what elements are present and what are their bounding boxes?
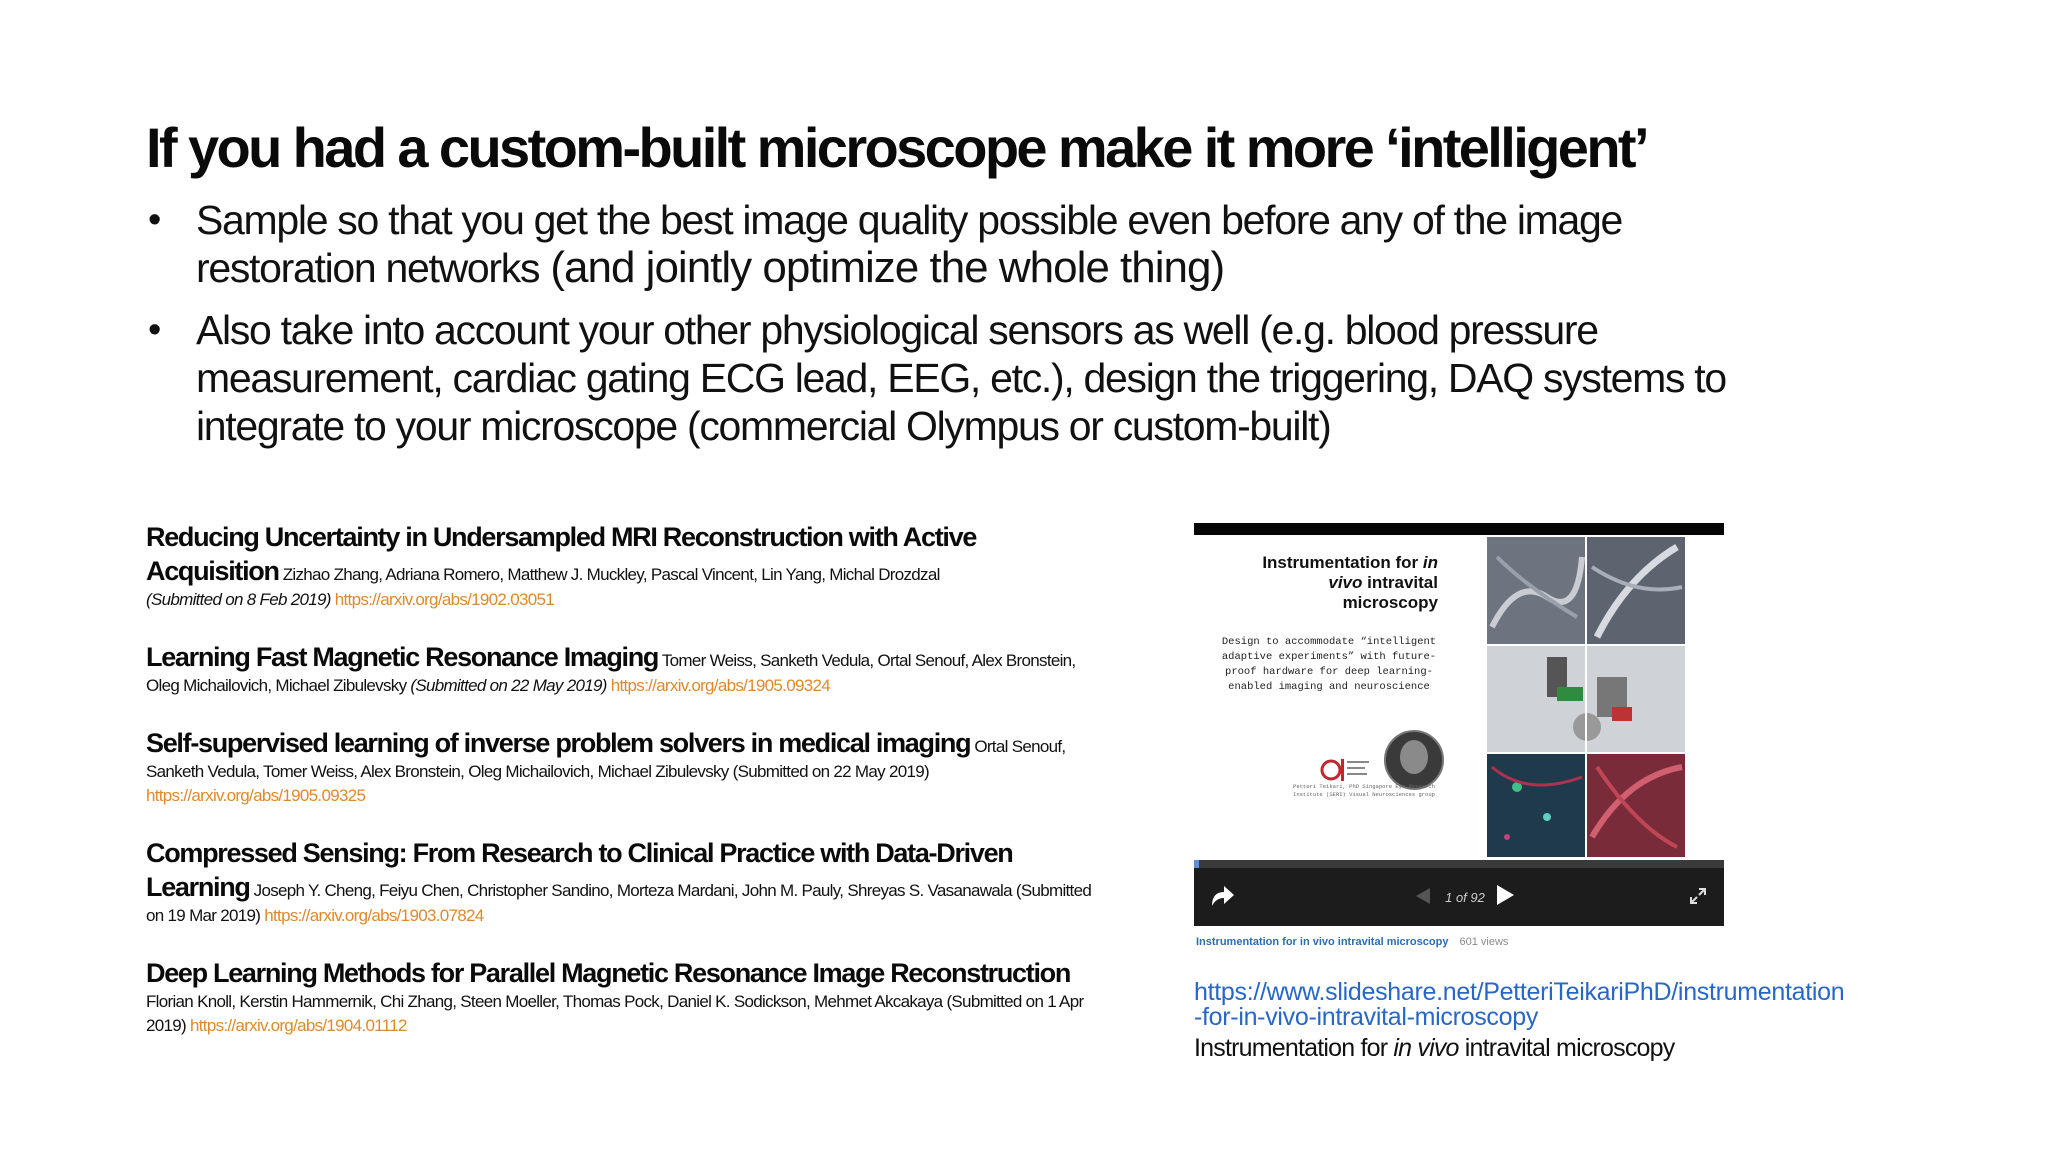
thumbnail-image-collage bbox=[1487, 537, 1685, 857]
thumbnail-author-text: Petteri Teikari, PhD Singapore Eye Research Institute (SERI) Visual Neurosciences group bbox=[1293, 783, 1435, 798]
slide-progress-bar[interactable] bbox=[1194, 860, 1724, 868]
thumbnail-title-em: in vivo bbox=[1328, 553, 1438, 592]
reference-authors: Joseph Y. Cheng, Feiyu Chen, Christopher Sandino, Morteza Mardani, John M. Pauly, Shreyas S. Vasanawala (Submitted on 19 Mar 2019) bbox=[146, 881, 1092, 925]
share-icon[interactable] bbox=[1208, 882, 1236, 908]
reference-item bbox=[146, 640, 1096, 698]
reference-submitted: (Submitted on 22 May 2019) bbox=[410, 676, 607, 695]
embed-top-bar bbox=[1194, 523, 1724, 535]
link-description-pre: Instrumentation for bbox=[1194, 1034, 1394, 1062]
slideshare-embed[interactable] bbox=[1194, 523, 1724, 926]
reference-item bbox=[146, 956, 1096, 1038]
reference-title: Self-supervised learning of inverse problem solvers in medical imaging bbox=[146, 728, 971, 758]
slide-counter: 1 of 92 bbox=[1445, 890, 1485, 905]
reference-title: Reducing Uncertainty in Undersampled MRI Reconstruction with Active Acquisition bbox=[146, 522, 977, 586]
bullet-text: Sample so that you get the best image quality possible even before any of the image restoration networks bbox=[196, 197, 1622, 291]
thumbnail-description: Design to accommodate “intelligent adaptive experiments” with future-proof hardware for deep learning-enabled imaging and neuroscience bbox=[1221, 636, 1437, 693]
reference-authors: Ortal Senouf, Sanketh Vedula, Tomer Weiss, Alex Bronstein, Oleg Michailovich, Michael Zibulevsky (Submitted on 22 May 2019) bbox=[146, 737, 1066, 781]
embed-slide-thumbnail[interactable] bbox=[1194, 535, 1724, 860]
slide-progress-fill bbox=[1194, 860, 1199, 868]
reference-authors: Florian Knoll, Kerstin Hammernik, Chi Zhang, Steen Moeller, Thomas Pock, Daniel K. Sodickson, Mehmet Akcakaya (Submitted on 1 Apr 2019) bbox=[146, 992, 1084, 1035]
next-icon[interactable] bbox=[1494, 883, 1516, 907]
reference-link[interactable]: https://arxiv.org/abs/1905.09324 bbox=[610, 676, 830, 695]
url-line-1: https://www.slideshare.net/PetteriTeikariPhD/instrumentation bbox=[1194, 978, 1845, 1006]
link-description bbox=[1194, 1034, 1674, 1063]
thumbnail-title-post: intravital microscopy bbox=[1342, 573, 1438, 612]
slide-title: If you had a custom-built microscope make it more ‘intelligent’ bbox=[146, 116, 1647, 179]
reference-list bbox=[146, 520, 1096, 1066]
thumbnail-title bbox=[1238, 553, 1438, 613]
url-line-2: -for-in-vivo-intravital-microscopy bbox=[1194, 1003, 1539, 1031]
bullet-list bbox=[146, 196, 1766, 464]
reference-item bbox=[146, 520, 1096, 612]
bullet-dot: • bbox=[148, 309, 161, 351]
reference-link[interactable]: https://arxiv.org/abs/1904.01112 bbox=[190, 1016, 407, 1035]
fullscreen-icon[interactable] bbox=[1688, 886, 1708, 906]
slideshare-url-link[interactable] bbox=[1194, 980, 1914, 1030]
embed-caption bbox=[1196, 936, 1508, 948]
bullet-dot: • bbox=[148, 199, 161, 241]
author-photo bbox=[1384, 730, 1444, 790]
link-description-post: intravital microscopy bbox=[1458, 1034, 1675, 1062]
reference-link[interactable]: https://arxiv.org/abs/1902.03051 bbox=[334, 590, 554, 609]
reference-link[interactable]: https://arxiv.org/abs/1903.07824 bbox=[264, 906, 484, 925]
bullet-text: Also take into account your other physiological sensors as well (e.g. blood pressure measurement, cardiac gating ECG lead, EEG, etc.), design the triggering, DAQ systems to integrate to your microscope (commercial Olympus or custom-built) bbox=[196, 307, 1726, 449]
bullet-text-extra: (and jointly optimize the whole thing) bbox=[539, 243, 1225, 292]
reference-item bbox=[146, 836, 1096, 928]
embed-view-count: 601 views bbox=[1459, 936, 1509, 948]
thumbnail-title-pre: Instrumentation for bbox=[1262, 553, 1423, 572]
prev-icon[interactable] bbox=[1412, 886, 1432, 906]
reference-title: Learning Fast Magnetic Resonance Imaging bbox=[146, 642, 659, 672]
reference-submitted: (Submitted on 8 Feb 2019) bbox=[146, 590, 331, 609]
reference-item bbox=[146, 726, 1096, 808]
embed-caption-title[interactable]: Instrumentation for in vivo intravital microscopy bbox=[1196, 936, 1449, 948]
institute-logo-icon bbox=[1319, 753, 1379, 787]
reference-authors: Zizhao Zhang, Adriana Romero, Matthew J. Muckley, Pascal Vincent, Lin Yang, Michal Drozdzal bbox=[282, 565, 940, 584]
reference-title: Compressed Sensing: From Research to Clinical Practice with Data-Driven Learning bbox=[146, 838, 1013, 902]
embed-control-bar bbox=[1194, 860, 1724, 926]
reference-title: Deep Learning Methods for Parallel Magnetic Resonance Image Reconstruction bbox=[146, 958, 1071, 988]
reference-authors: Tomer Weiss, Sanketh Vedula, Ortal Senouf, Alex Bronstein, Oleg Michailovich, Michael Zibulevsky bbox=[146, 651, 1076, 695]
bullet-item bbox=[146, 196, 1766, 292]
link-description-em: in vivo bbox=[1393, 1034, 1459, 1062]
bullet-item bbox=[146, 306, 1766, 450]
reference-link[interactable]: https://arxiv.org/abs/1905.09325 bbox=[146, 786, 366, 805]
microscopy-collage-icon bbox=[1487, 537, 1685, 857]
